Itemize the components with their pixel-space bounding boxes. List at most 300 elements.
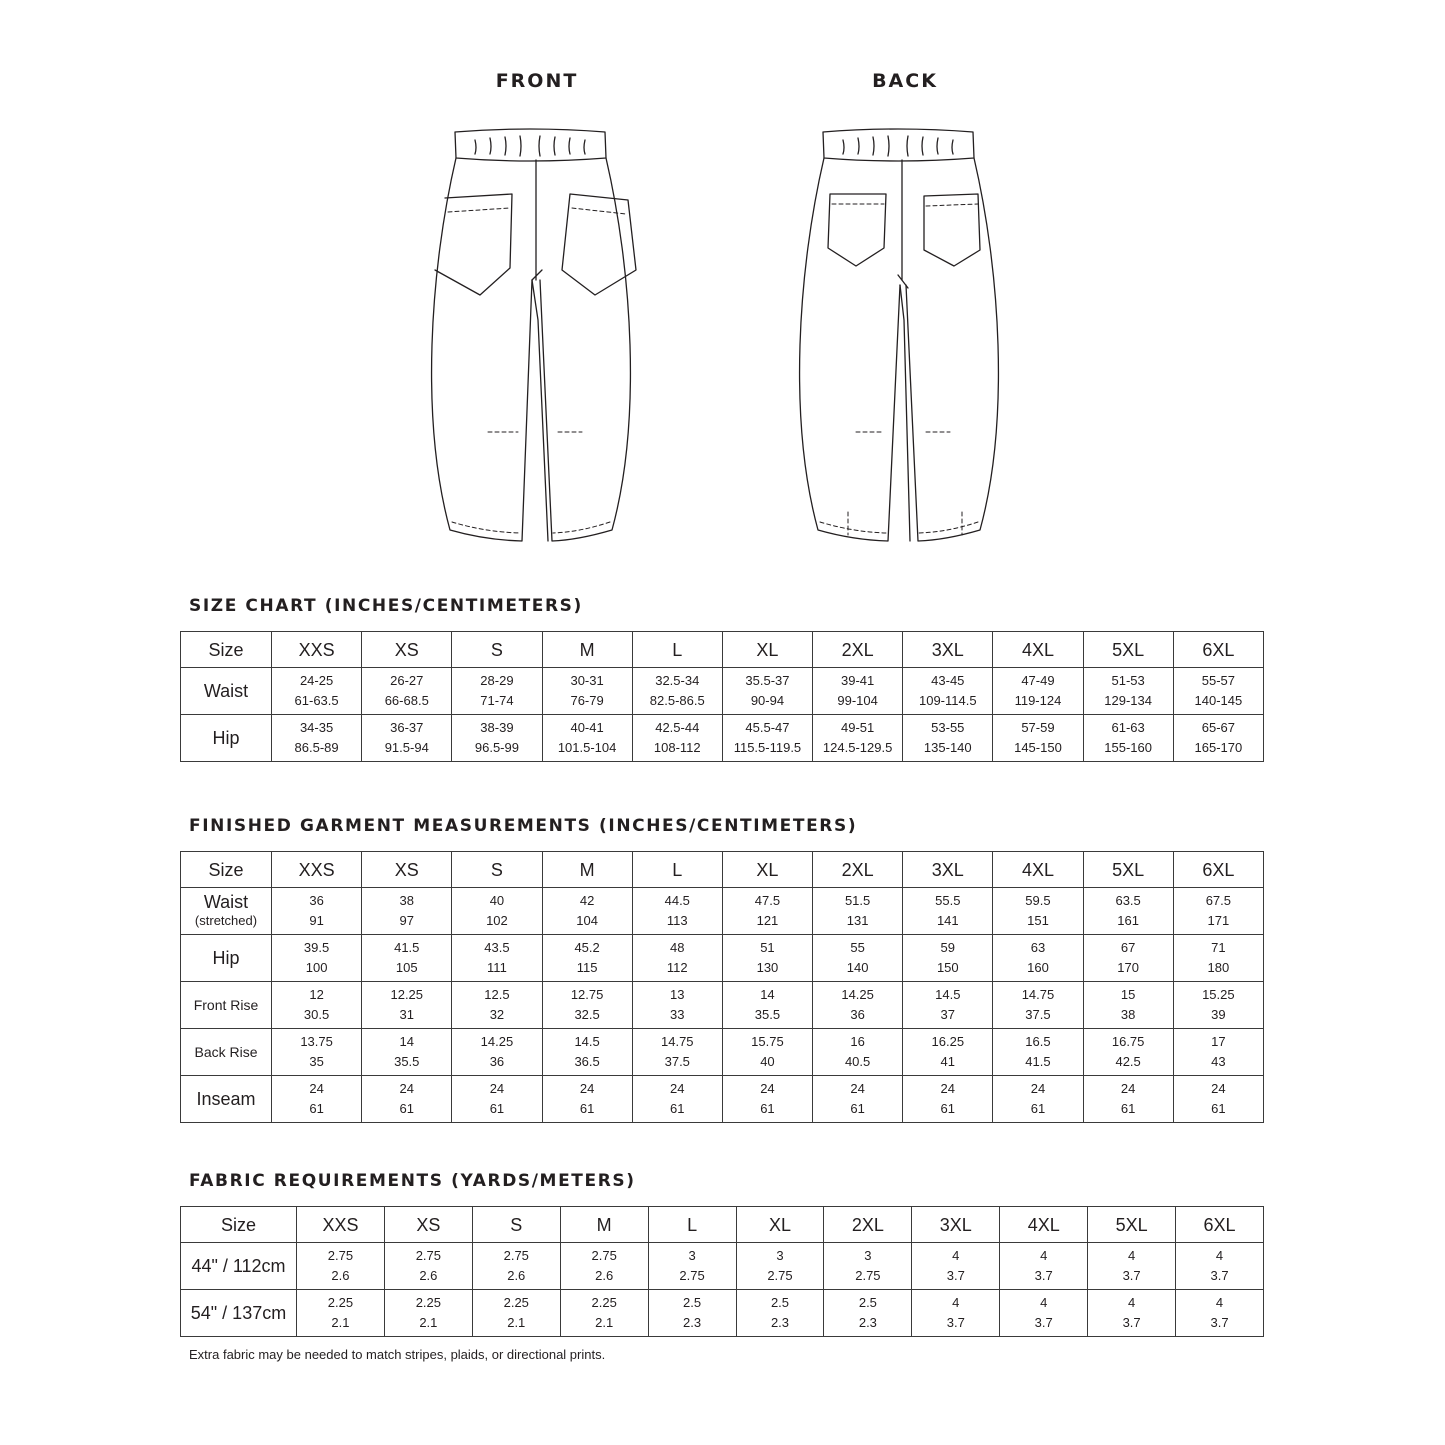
cell-value-primary: 38 xyxy=(399,893,414,908)
size-col: L xyxy=(632,632,722,668)
table-cell xyxy=(648,1290,736,1337)
cell-value-primary: 55 xyxy=(850,940,865,955)
table-cell xyxy=(722,1029,812,1076)
cell-value-primary: 28-29 xyxy=(480,673,514,688)
front-view-label: FRONT xyxy=(495,70,579,92)
cell-value-secondary: 155-160 xyxy=(1104,740,1152,755)
cell-value-primary: 4 xyxy=(952,1248,960,1263)
table-cell xyxy=(813,888,903,935)
fabric-table xyxy=(180,1206,1264,1337)
table-cell xyxy=(824,1290,912,1337)
table-cell xyxy=(1088,1290,1176,1337)
table-cell xyxy=(1083,1076,1173,1123)
cell-value-primary: 24 xyxy=(1211,1081,1226,1096)
size-col: 4XL xyxy=(993,632,1083,668)
cell-value-secondary: 40 xyxy=(760,1054,775,1069)
cell-value-primary: 16 xyxy=(850,1034,865,1049)
cell-value-primary: 45.5-47 xyxy=(745,720,790,735)
table-cell xyxy=(903,935,993,982)
cell-value-secondary: 3.7 xyxy=(1034,1315,1053,1330)
size-col: XL xyxy=(736,1207,824,1243)
table-cell xyxy=(1176,1243,1264,1290)
cell-value-secondary: 97 xyxy=(399,913,414,928)
table-cell xyxy=(813,935,903,982)
cell-value-primary: 24 xyxy=(579,1081,595,1096)
cell-value-primary: 24 xyxy=(399,1081,414,1096)
cell-value-secondary: 100 xyxy=(305,960,328,975)
table-cell xyxy=(1083,888,1173,935)
cell-value-secondary: 135-140 xyxy=(923,740,972,755)
cell-value-secondary: 3.7 xyxy=(1122,1268,1141,1283)
cell-value-secondary: 2.75 xyxy=(767,1268,793,1283)
cell-value-secondary: 109-114.5 xyxy=(918,693,977,708)
size-col: 6XL xyxy=(1173,852,1263,888)
cell-value-secondary: 131 xyxy=(846,913,869,928)
cell-value-secondary: 115.5-119.5 xyxy=(733,740,802,755)
table-cell xyxy=(452,982,542,1029)
cell-value-secondary: 41.5 xyxy=(1025,1054,1051,1069)
table-cell xyxy=(1083,668,1173,715)
cell-value-primary: 4 xyxy=(1040,1295,1048,1310)
cell-value-primary: 43.5 xyxy=(484,940,510,955)
table-cell xyxy=(1173,982,1263,1029)
cell-value-secondary: 151 xyxy=(1027,913,1049,928)
table-cell xyxy=(813,715,903,762)
cell-value-secondary: 61 xyxy=(940,1101,956,1116)
table-cell xyxy=(384,1243,472,1290)
cell-value-secondary: 31 xyxy=(399,1007,414,1022)
size-col: 3XL xyxy=(903,852,993,888)
table-cell xyxy=(813,1029,903,1076)
cell-value-primary: 24 xyxy=(309,1081,324,1096)
table-cell xyxy=(272,888,362,935)
cell-value-primary: 71 xyxy=(1211,940,1226,955)
cell-value-primary: 65-67 xyxy=(1201,720,1235,735)
row-label xyxy=(181,1243,297,1290)
cell-value-primary: 63.5 xyxy=(1115,893,1141,908)
table-cell xyxy=(993,1076,1083,1123)
cell-value-primary: 2.25 xyxy=(591,1295,617,1310)
cell-value-primary: 47-49 xyxy=(1021,673,1055,688)
table-cell xyxy=(272,982,362,1029)
size-col: M xyxy=(560,1207,648,1243)
row-label-text: Hip xyxy=(212,728,240,748)
table-cell xyxy=(632,1029,722,1076)
size-col: 5XL xyxy=(1088,1207,1176,1243)
size-col: 5XL xyxy=(1083,632,1173,668)
table-cell xyxy=(993,935,1083,982)
cell-value-primary: 53-55 xyxy=(931,720,965,735)
row-label-text: Inseam xyxy=(196,1089,256,1109)
cell-value-primary: 24 xyxy=(850,1081,865,1096)
size-header: Size xyxy=(181,852,272,888)
cell-value-secondary: 3.7 xyxy=(946,1268,965,1283)
cell-value-secondary: 36.5 xyxy=(574,1054,600,1069)
cell-value-secondary: 108-112 xyxy=(653,740,701,755)
finished-header-row xyxy=(181,852,1264,888)
table-cell xyxy=(542,1029,632,1076)
table-row xyxy=(181,982,1264,1029)
size-col: XL xyxy=(722,852,812,888)
cell-value-primary: 59 xyxy=(940,940,956,955)
cell-value-primary: 39.5 xyxy=(303,940,330,955)
size-col: XXS xyxy=(272,632,362,668)
row-label-text: Waist xyxy=(203,892,249,912)
cell-value-secondary: 61-63.5 xyxy=(294,693,339,708)
cell-value-secondary: 39 xyxy=(1211,1007,1226,1022)
cell-value-primary: 55-57 xyxy=(1201,673,1235,688)
table-cell xyxy=(903,1029,993,1076)
table-cell xyxy=(542,715,632,762)
size-col: S xyxy=(452,632,542,668)
cell-value-primary: 24-25 xyxy=(299,673,334,688)
cell-value-secondary: 61 xyxy=(1211,1101,1226,1116)
table-cell xyxy=(542,1076,632,1123)
table-cell xyxy=(472,1243,560,1290)
cell-value-primary: 24 xyxy=(940,1081,956,1096)
cell-value-primary: 2.25 xyxy=(327,1295,354,1310)
table-cell xyxy=(903,1076,993,1123)
table-cell xyxy=(272,1029,362,1076)
cell-value-primary: 34-35 xyxy=(299,720,334,735)
size-col: 3XL xyxy=(903,632,993,668)
table-cell xyxy=(542,668,632,715)
cell-value-primary: 61-63 xyxy=(1111,720,1145,735)
size-col: 4XL xyxy=(993,852,1083,888)
cell-value-primary: 59.5 xyxy=(1025,893,1051,908)
cell-value-secondary: 30.5 xyxy=(303,1007,330,1022)
table-cell xyxy=(452,1029,542,1076)
cell-value-primary: 2.25 xyxy=(503,1295,529,1310)
cell-value-secondary: 61 xyxy=(399,1101,414,1116)
table-row xyxy=(181,1243,1264,1290)
cell-value-primary: 24 xyxy=(760,1081,775,1096)
cell-value-primary: 3 xyxy=(864,1248,872,1263)
row-label xyxy=(181,888,272,935)
table-row xyxy=(181,715,1264,762)
cell-value-secondary: 113 xyxy=(666,913,688,928)
cell-value-primary: 55.5 xyxy=(935,893,961,908)
cell-value-primary: 4 xyxy=(952,1295,960,1310)
cell-value-primary: 2.75 xyxy=(591,1248,617,1263)
cell-value-primary: 2.75 xyxy=(327,1248,354,1263)
cell-value-primary: 14.5 xyxy=(935,987,961,1002)
cell-value-secondary: 161 xyxy=(1117,913,1139,928)
table-cell xyxy=(903,668,993,715)
table-cell xyxy=(736,1290,824,1337)
table-cell xyxy=(993,888,1083,935)
cell-value-primary: 51-53 xyxy=(1111,673,1145,688)
cell-value-primary: 12 xyxy=(309,987,324,1002)
cell-value-secondary: 145-150 xyxy=(1014,740,1062,755)
table-cell xyxy=(297,1290,385,1337)
cell-value-secondary: 90-94 xyxy=(750,693,785,708)
table-cell xyxy=(648,1243,736,1290)
table-row xyxy=(181,888,1264,935)
table-cell xyxy=(362,668,452,715)
table-cell xyxy=(472,1290,560,1337)
cell-value-secondary: 2.1 xyxy=(595,1315,614,1330)
table-cell xyxy=(452,668,542,715)
table-cell xyxy=(560,1290,648,1337)
back-pants-illustration xyxy=(778,120,1018,560)
size-col: 6XL xyxy=(1173,632,1263,668)
table-cell xyxy=(1173,1076,1263,1123)
cell-value-secondary: 33 xyxy=(670,1007,685,1022)
cell-value-secondary: 2.1 xyxy=(419,1315,438,1330)
cell-value-secondary: 61 xyxy=(670,1101,685,1116)
table-cell xyxy=(272,668,362,715)
cell-value-primary: 35.5-37 xyxy=(745,673,790,688)
table-row xyxy=(181,668,1264,715)
size-col: S xyxy=(472,1207,560,1243)
cell-value-secondary: 37.5 xyxy=(1025,1007,1051,1022)
cell-value-primary: 3 xyxy=(688,1248,696,1263)
front-pants-illustration xyxy=(410,120,650,560)
size-col: L xyxy=(632,852,722,888)
row-label-text: Back Rise xyxy=(194,1044,258,1060)
table-cell xyxy=(903,715,993,762)
cell-value-secondary: 165-170 xyxy=(1194,740,1243,755)
row-sublabel: (stretched) xyxy=(194,913,258,928)
table-cell xyxy=(993,1029,1083,1076)
cell-value-secondary: 2.1 xyxy=(507,1315,526,1330)
table-row xyxy=(181,1029,1264,1076)
cell-value-secondary: 2.6 xyxy=(507,1268,526,1283)
cell-value-secondary: 3.7 xyxy=(1210,1268,1229,1283)
cell-value-secondary: 43 xyxy=(1211,1054,1226,1069)
cell-value-secondary: 35 xyxy=(309,1054,324,1069)
cell-value-secondary: 115 xyxy=(576,960,598,975)
size-col: 3XL xyxy=(912,1207,1000,1243)
row-label-text: Front Rise xyxy=(193,997,259,1013)
back-view-label: BACK xyxy=(872,70,938,92)
cell-value-secondary: 140-145 xyxy=(1194,693,1243,708)
cell-value-primary: 51 xyxy=(760,940,775,955)
cell-value-primary: 14.75 xyxy=(1021,987,1055,1002)
table-row xyxy=(181,1290,1264,1337)
size-header: Size xyxy=(181,1207,297,1243)
cell-value-primary: 63 xyxy=(1030,940,1046,955)
size-col: XS xyxy=(362,852,452,888)
cell-value-primary: 38-39 xyxy=(480,720,514,735)
table-cell xyxy=(1083,935,1173,982)
cell-value-secondary: 76-79 xyxy=(570,693,604,708)
cell-value-secondary: 40.5 xyxy=(844,1054,871,1069)
cell-value-secondary: 96.5-99 xyxy=(474,740,519,755)
cell-value-secondary: 2.6 xyxy=(419,1268,438,1283)
cell-value-primary: 26-27 xyxy=(390,673,424,688)
row-label xyxy=(181,982,272,1029)
table-cell xyxy=(632,715,722,762)
cell-value-secondary: 3.7 xyxy=(1122,1315,1141,1330)
cell-value-primary: 24 xyxy=(670,1081,685,1096)
cell-value-primary: 16.5 xyxy=(1025,1034,1051,1049)
cell-value-primary: 13 xyxy=(670,987,685,1002)
cell-value-secondary: 180 xyxy=(1207,960,1230,975)
cell-value-primary: 42 xyxy=(579,893,595,908)
table-cell xyxy=(1176,1290,1264,1337)
cell-value-secondary: 61 xyxy=(309,1101,324,1116)
table-cell xyxy=(912,1290,1000,1337)
cell-value-secondary: 130 xyxy=(756,960,779,975)
row-label xyxy=(181,935,272,982)
cell-value-primary: 15.25 xyxy=(1202,987,1235,1002)
cell-value-secondary: 141 xyxy=(936,913,959,928)
cell-value-secondary: 121 xyxy=(756,913,779,928)
cell-value-primary: 41.5 xyxy=(394,940,420,955)
table-cell xyxy=(722,715,812,762)
table-cell xyxy=(722,935,812,982)
cell-value-secondary: 105 xyxy=(395,960,418,975)
table-cell xyxy=(452,1076,542,1123)
table-cell xyxy=(736,1243,824,1290)
cell-value-secondary: 112 xyxy=(666,960,688,975)
table-cell xyxy=(560,1243,648,1290)
table-cell xyxy=(632,1076,722,1123)
cell-value-secondary: 3.7 xyxy=(946,1315,965,1330)
cell-value-secondary: 160 xyxy=(1027,960,1049,975)
cell-value-secondary: 2.6 xyxy=(595,1268,614,1283)
row-label xyxy=(181,1029,272,1076)
table-cell xyxy=(722,982,812,1029)
cell-value-primary: 36 xyxy=(309,893,324,908)
cell-value-secondary: 3.7 xyxy=(1210,1315,1229,1330)
cell-value-primary: 2.75 xyxy=(503,1248,529,1263)
cell-value-primary: 16.75 xyxy=(1111,1034,1145,1049)
table-cell xyxy=(993,668,1083,715)
table-cell xyxy=(362,715,452,762)
table-cell xyxy=(1173,715,1263,762)
cell-value-secondary: 99-104 xyxy=(837,693,878,708)
table-cell xyxy=(632,888,722,935)
table-cell xyxy=(542,982,632,1029)
table-cell xyxy=(1083,982,1173,1029)
row-label xyxy=(181,1076,272,1123)
cell-value-secondary: 42.5 xyxy=(1115,1054,1141,1069)
row-label-text: Hip xyxy=(212,948,240,968)
cell-value-secondary: 35.5 xyxy=(754,1007,781,1022)
cell-value-secondary: 41 xyxy=(940,1054,956,1069)
table-cell xyxy=(362,982,452,1029)
cell-value-primary: 14.5 xyxy=(574,1034,600,1049)
table-cell xyxy=(1088,1243,1176,1290)
table-cell xyxy=(722,1076,812,1123)
table-cell xyxy=(1000,1243,1088,1290)
cell-value-primary: 48 xyxy=(670,940,685,955)
table-cell xyxy=(362,1076,452,1123)
cell-value-secondary: 38 xyxy=(1120,1007,1136,1022)
cell-value-secondary: 2.75 xyxy=(855,1268,881,1283)
finished-table xyxy=(180,851,1264,1123)
row-label-text: 54" / 137cm xyxy=(190,1303,287,1323)
cell-value-primary: 57-59 xyxy=(1021,720,1055,735)
cell-value-secondary: 171 xyxy=(1207,913,1230,928)
cell-value-primary: 40-41 xyxy=(570,720,604,735)
cell-value-secondary: 36 xyxy=(850,1007,865,1022)
size-col: XS xyxy=(362,632,452,668)
cell-value-secondary: 71-74 xyxy=(480,693,514,708)
cell-value-primary: 2.75 xyxy=(415,1248,442,1263)
cell-value-secondary: 82.5-86.5 xyxy=(649,693,705,708)
row-label xyxy=(181,668,272,715)
cell-value-secondary: 32.5 xyxy=(574,1007,600,1022)
cell-value-secondary: 35.5 xyxy=(394,1054,420,1069)
table-cell xyxy=(362,935,452,982)
table-cell xyxy=(1173,888,1263,935)
cell-value-primary: 14.25 xyxy=(480,1034,514,1049)
cell-value-primary: 14.25 xyxy=(841,987,874,1002)
table-cell xyxy=(1173,935,1263,982)
cell-value-primary: 39-41 xyxy=(840,673,875,688)
table-cell xyxy=(1083,715,1173,762)
cell-value-primary: 17 xyxy=(1211,1034,1226,1049)
size-header: Size xyxy=(181,632,272,668)
cell-value-primary: 2.5 xyxy=(683,1295,702,1310)
cell-value-primary: 14 xyxy=(760,987,775,1002)
table-cell xyxy=(722,668,812,715)
table-cell xyxy=(903,982,993,1029)
cell-value-secondary: 102 xyxy=(486,913,508,928)
cell-value-primary: 24 xyxy=(1030,1081,1046,1096)
cell-value-primary: 30-31 xyxy=(570,673,604,688)
table-cell xyxy=(297,1243,385,1290)
size-col: XXS xyxy=(272,852,362,888)
cell-value-primary: 15 xyxy=(1120,987,1136,1002)
size-col: XXS xyxy=(297,1207,385,1243)
size-col: 4XL xyxy=(1000,1207,1088,1243)
cell-value-secondary: 2.3 xyxy=(770,1315,790,1330)
table-cell xyxy=(632,668,722,715)
size-chart-header-row xyxy=(181,632,1264,668)
size-chart-title: SIZE CHART (INCHES/CENTIMETERS) xyxy=(189,596,583,616)
table-cell xyxy=(452,935,542,982)
cell-value-primary: 4 xyxy=(1040,1248,1048,1263)
cell-value-secondary: 2.3 xyxy=(858,1315,877,1330)
size-col: XS xyxy=(384,1207,472,1243)
cell-value-secondary: 104 xyxy=(576,913,598,928)
table-cell xyxy=(813,668,903,715)
table-row xyxy=(181,935,1264,982)
table-cell xyxy=(362,888,452,935)
table-cell xyxy=(362,1029,452,1076)
cell-value-secondary: 129-134 xyxy=(1104,693,1152,708)
cell-value-secondary: 101.5-104 xyxy=(557,740,617,755)
cell-value-primary: 12.25 xyxy=(390,987,424,1002)
fabric-header-row xyxy=(181,1207,1264,1243)
cell-value-primary: 36-37 xyxy=(390,720,424,735)
size-col: 6XL xyxy=(1176,1207,1264,1243)
table-cell xyxy=(272,715,362,762)
cell-value-primary: 45.2 xyxy=(574,940,600,955)
cell-value-primary: 4 xyxy=(1215,1248,1224,1263)
size-col: XL xyxy=(722,632,812,668)
size-col: 2XL xyxy=(813,632,903,668)
cell-value-secondary: 111 xyxy=(487,960,507,975)
cell-value-primary: 4 xyxy=(1127,1295,1136,1310)
row-label-text: Waist xyxy=(203,681,249,701)
cell-value-secondary: 3.7 xyxy=(1034,1268,1053,1283)
table-cell xyxy=(272,935,362,982)
cell-value-secondary: 150 xyxy=(936,960,959,975)
cell-value-secondary: 61 xyxy=(489,1101,505,1116)
cell-value-primary: 4 xyxy=(1127,1248,1136,1263)
cell-value-secondary: 61 xyxy=(579,1101,595,1116)
cell-value-secondary: 2.75 xyxy=(679,1268,705,1283)
cell-value-primary: 14.75 xyxy=(661,1034,694,1049)
cell-value-primary: 13.75 xyxy=(300,1034,333,1049)
size-col: 2XL xyxy=(824,1207,912,1243)
